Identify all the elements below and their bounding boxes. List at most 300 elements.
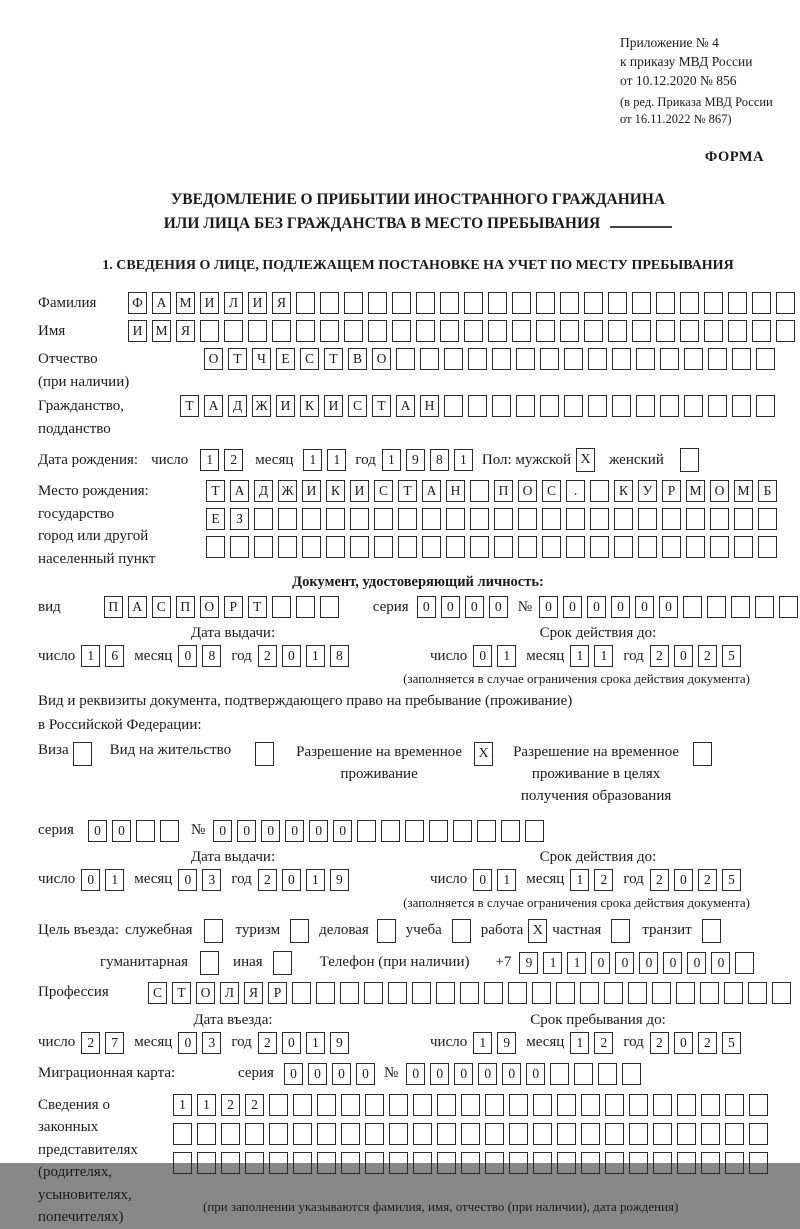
- char-cell[interactable]: [748, 982, 767, 1004]
- char-cell[interactable]: 7: [105, 1032, 124, 1054]
- char-cell[interactable]: 0: [81, 869, 100, 891]
- char-cell[interactable]: [557, 1094, 576, 1116]
- char-cell[interactable]: [758, 508, 777, 530]
- char-cell[interactable]: 1: [197, 1094, 216, 1116]
- purpose-study-checkbox[interactable]: [452, 919, 471, 943]
- char-cell[interactable]: [622, 1063, 641, 1085]
- char-cell[interactable]: [512, 320, 531, 342]
- char-cell[interactable]: [704, 292, 723, 314]
- char-cell[interactable]: [758, 536, 777, 558]
- char-cell[interactable]: [566, 536, 585, 558]
- char-cell[interactable]: 0: [178, 869, 197, 891]
- char-cell[interactable]: 6: [105, 645, 124, 667]
- char-cell[interactable]: 0: [489, 596, 508, 618]
- char-cell[interactable]: 1: [543, 952, 562, 974]
- char-cell[interactable]: И: [276, 395, 295, 417]
- char-cell[interactable]: 2: [245, 1094, 264, 1116]
- char-cell[interactable]: 2: [258, 645, 277, 667]
- char-cell[interactable]: [662, 536, 681, 558]
- char-cell[interactable]: [684, 348, 703, 370]
- char-cell[interactable]: С: [374, 480, 393, 502]
- char-cell[interactable]: [653, 1123, 672, 1145]
- char-cell[interactable]: [197, 1152, 216, 1174]
- char-cell[interactable]: Ж: [252, 395, 271, 417]
- char-cell[interactable]: [677, 1152, 696, 1174]
- char-cell[interactable]: [518, 536, 537, 558]
- char-cell[interactable]: 1: [306, 645, 325, 667]
- char-cell[interactable]: [484, 982, 503, 1004]
- char-cell[interactable]: [749, 1094, 768, 1116]
- char-cell[interactable]: Л: [220, 982, 239, 1004]
- char-cell[interactable]: И: [248, 292, 267, 314]
- char-cell[interactable]: [200, 320, 219, 342]
- char-cell[interactable]: В: [348, 348, 367, 370]
- char-cell[interactable]: [732, 348, 751, 370]
- char-cell[interactable]: [636, 395, 655, 417]
- char-cell[interactable]: [776, 320, 795, 342]
- char-cell[interactable]: [292, 982, 311, 1004]
- char-cell[interactable]: [608, 320, 627, 342]
- char-cell[interactable]: О: [200, 596, 219, 618]
- char-cell[interactable]: Р: [224, 596, 243, 618]
- char-cell[interactable]: [245, 1123, 264, 1145]
- char-cell[interactable]: [704, 320, 723, 342]
- char-cell[interactable]: 1: [567, 952, 586, 974]
- char-cell[interactable]: 8: [202, 645, 221, 667]
- char-cell[interactable]: [368, 320, 387, 342]
- char-cell[interactable]: 8: [430, 449, 449, 471]
- char-cell[interactable]: [278, 508, 297, 530]
- char-cell[interactable]: 1: [570, 645, 589, 667]
- male-checkbox[interactable]: X: [576, 448, 595, 472]
- char-cell[interactable]: [584, 292, 603, 314]
- char-cell[interactable]: Т: [248, 596, 267, 618]
- purpose-transit-checkbox[interactable]: [702, 919, 721, 943]
- char-cell[interactable]: [344, 320, 363, 342]
- char-cell[interactable]: С: [300, 348, 319, 370]
- char-cell[interactable]: [374, 508, 393, 530]
- char-cell[interactable]: [398, 508, 417, 530]
- char-cell[interactable]: 0: [406, 1063, 425, 1085]
- char-cell[interactable]: 0: [674, 645, 693, 667]
- char-cell[interactable]: 3: [202, 1032, 221, 1054]
- purpose-tourism-checkbox[interactable]: [290, 919, 309, 943]
- char-cell[interactable]: [136, 820, 155, 842]
- char-cell[interactable]: [701, 1152, 720, 1174]
- char-cell[interactable]: [701, 1123, 720, 1145]
- char-cell[interactable]: [326, 536, 345, 558]
- char-cell[interactable]: Т: [228, 348, 247, 370]
- char-cell[interactable]: [488, 292, 507, 314]
- char-cell[interactable]: [461, 1123, 480, 1145]
- char-cell[interactable]: [756, 395, 775, 417]
- char-cell[interactable]: К: [300, 395, 319, 417]
- char-cell[interactable]: 1: [497, 645, 516, 667]
- char-cell[interactable]: [254, 536, 273, 558]
- char-cell[interactable]: 1: [105, 869, 124, 891]
- char-cell[interactable]: [392, 320, 411, 342]
- char-cell[interactable]: [278, 536, 297, 558]
- char-cell[interactable]: [590, 508, 609, 530]
- char-cell[interactable]: [508, 982, 527, 1004]
- char-cell[interactable]: [389, 1123, 408, 1145]
- char-cell[interactable]: 0: [282, 869, 301, 891]
- char-cell[interactable]: [320, 320, 339, 342]
- char-cell[interactable]: [413, 1094, 432, 1116]
- char-cell[interactable]: [492, 395, 511, 417]
- char-cell[interactable]: [560, 292, 579, 314]
- char-cell[interactable]: [160, 820, 179, 842]
- char-cell[interactable]: А: [204, 395, 223, 417]
- char-cell[interactable]: [584, 320, 603, 342]
- char-cell[interactable]: [440, 292, 459, 314]
- char-cell[interactable]: [574, 1063, 593, 1085]
- char-cell[interactable]: [605, 1094, 624, 1116]
- char-cell[interactable]: [532, 982, 551, 1004]
- char-cell[interactable]: 0: [417, 596, 436, 618]
- char-cell[interactable]: [540, 395, 559, 417]
- char-cell[interactable]: [686, 536, 705, 558]
- char-cell[interactable]: 0: [178, 645, 197, 667]
- char-cell[interactable]: [494, 536, 513, 558]
- char-cell[interactable]: 0: [285, 820, 304, 842]
- char-cell[interactable]: С: [148, 982, 167, 1004]
- char-cell[interactable]: [440, 320, 459, 342]
- char-cell[interactable]: О: [372, 348, 391, 370]
- char-cell[interactable]: [525, 820, 544, 842]
- char-cell[interactable]: 2: [650, 1032, 669, 1054]
- char-cell[interactable]: [344, 292, 363, 314]
- char-cell[interactable]: [396, 348, 415, 370]
- char-cell[interactable]: С: [348, 395, 367, 417]
- char-cell[interactable]: 0: [454, 1063, 473, 1085]
- char-cell[interactable]: [662, 508, 681, 530]
- char-cell[interactable]: Д: [254, 480, 273, 502]
- char-cell[interactable]: [477, 820, 496, 842]
- char-cell[interactable]: З: [230, 508, 249, 530]
- char-cell[interactable]: [550, 1063, 569, 1085]
- char-cell[interactable]: [413, 1152, 432, 1174]
- char-cell[interactable]: [614, 536, 633, 558]
- char-cell[interactable]: [708, 395, 727, 417]
- char-cell[interactable]: [701, 1094, 720, 1116]
- char-cell[interactable]: 1: [497, 869, 516, 891]
- char-cell[interactable]: [381, 820, 400, 842]
- char-cell[interactable]: 0: [563, 596, 582, 618]
- purpose-work-checkbox[interactable]: X: [528, 919, 547, 943]
- char-cell[interactable]: [470, 480, 489, 502]
- char-cell[interactable]: [405, 820, 424, 842]
- char-cell[interactable]: 0: [473, 869, 492, 891]
- char-cell[interactable]: [772, 982, 791, 1004]
- char-cell[interactable]: 1: [382, 449, 401, 471]
- char-cell[interactable]: М: [152, 320, 171, 342]
- char-cell[interactable]: [540, 348, 559, 370]
- char-cell[interactable]: Н: [446, 480, 465, 502]
- char-cell[interactable]: [461, 1152, 480, 1174]
- char-cell[interactable]: [460, 982, 479, 1004]
- char-cell[interactable]: [588, 348, 607, 370]
- char-cell[interactable]: 0: [282, 1032, 301, 1054]
- visa-checkbox[interactable]: [73, 742, 92, 766]
- char-cell[interactable]: О: [518, 480, 537, 502]
- char-cell[interactable]: [700, 982, 719, 1004]
- char-cell[interactable]: [412, 982, 431, 1004]
- char-cell[interactable]: 2: [698, 869, 717, 891]
- char-cell[interactable]: [652, 982, 671, 1004]
- char-cell[interactable]: [296, 292, 315, 314]
- char-cell[interactable]: [516, 348, 535, 370]
- char-cell[interactable]: [388, 982, 407, 1004]
- char-cell[interactable]: 1: [306, 1032, 325, 1054]
- char-cell[interactable]: [686, 508, 705, 530]
- char-cell[interactable]: 0: [591, 952, 610, 974]
- char-cell[interactable]: 0: [635, 596, 654, 618]
- char-cell[interactable]: [557, 1152, 576, 1174]
- char-cell[interactable]: [398, 536, 417, 558]
- char-cell[interactable]: [680, 292, 699, 314]
- char-cell[interactable]: [749, 1123, 768, 1145]
- char-cell[interactable]: [638, 536, 657, 558]
- char-cell[interactable]: [368, 292, 387, 314]
- char-cell[interactable]: Т: [172, 982, 191, 1004]
- char-cell[interactable]: 5: [722, 645, 741, 667]
- char-cell[interactable]: [598, 1063, 617, 1085]
- char-cell[interactable]: [590, 536, 609, 558]
- char-cell[interactable]: П: [176, 596, 195, 618]
- char-cell[interactable]: 0: [332, 1063, 351, 1085]
- char-cell[interactable]: [776, 292, 795, 314]
- char-cell[interactable]: [653, 1152, 672, 1174]
- char-cell[interactable]: 0: [282, 645, 301, 667]
- char-cell[interactable]: [350, 536, 369, 558]
- char-cell[interactable]: [612, 348, 631, 370]
- char-cell[interactable]: 0: [639, 952, 658, 974]
- char-cell[interactable]: 0: [237, 820, 256, 842]
- char-cell[interactable]: 0: [611, 596, 630, 618]
- char-cell[interactable]: [464, 320, 483, 342]
- char-cell[interactable]: 0: [615, 952, 634, 974]
- char-cell[interactable]: 1: [173, 1094, 192, 1116]
- purpose-other-checkbox[interactable]: [273, 951, 292, 975]
- char-cell[interactable]: 9: [519, 952, 538, 974]
- char-cell[interactable]: [416, 292, 435, 314]
- char-cell[interactable]: [320, 292, 339, 314]
- char-cell[interactable]: [317, 1152, 336, 1174]
- char-cell[interactable]: [542, 508, 561, 530]
- char-cell[interactable]: М: [176, 292, 195, 314]
- char-cell[interactable]: К: [614, 480, 633, 502]
- char-cell[interactable]: [564, 348, 583, 370]
- char-cell[interactable]: [710, 508, 729, 530]
- char-cell[interactable]: [656, 292, 675, 314]
- char-cell[interactable]: И: [324, 395, 343, 417]
- char-cell[interactable]: [206, 536, 225, 558]
- char-cell[interactable]: Р: [268, 982, 287, 1004]
- char-cell[interactable]: О: [204, 348, 223, 370]
- char-cell[interactable]: [629, 1152, 648, 1174]
- char-cell[interactable]: [581, 1094, 600, 1116]
- char-cell[interactable]: [197, 1123, 216, 1145]
- char-cell[interactable]: А: [230, 480, 249, 502]
- char-cell[interactable]: А: [396, 395, 415, 417]
- char-cell[interactable]: [468, 348, 487, 370]
- char-cell[interactable]: 8: [330, 645, 349, 667]
- char-cell[interactable]: [653, 1094, 672, 1116]
- char-cell[interactable]: [341, 1123, 360, 1145]
- char-cell[interactable]: [533, 1094, 552, 1116]
- char-cell[interactable]: М: [686, 480, 705, 502]
- char-cell[interactable]: 0: [308, 1063, 327, 1085]
- char-cell[interactable]: 1: [81, 645, 100, 667]
- char-cell[interactable]: [612, 395, 631, 417]
- char-cell[interactable]: [604, 982, 623, 1004]
- char-cell[interactable]: [533, 1152, 552, 1174]
- char-cell[interactable]: 2: [81, 1032, 100, 1054]
- purpose-private-checkbox[interactable]: [611, 919, 630, 943]
- char-cell[interactable]: [752, 292, 771, 314]
- char-cell[interactable]: И: [200, 292, 219, 314]
- char-cell[interactable]: [632, 292, 651, 314]
- char-cell[interactable]: [488, 320, 507, 342]
- char-cell[interactable]: [581, 1152, 600, 1174]
- char-cell[interactable]: [444, 395, 463, 417]
- char-cell[interactable]: [470, 536, 489, 558]
- char-cell[interactable]: [628, 982, 647, 1004]
- char-cell[interactable]: 0: [473, 645, 492, 667]
- char-cell[interactable]: 0: [213, 820, 232, 842]
- char-cell[interactable]: 0: [178, 1032, 197, 1054]
- char-cell[interactable]: М: [734, 480, 753, 502]
- char-cell[interactable]: А: [152, 292, 171, 314]
- char-cell[interactable]: 5: [722, 1032, 741, 1054]
- char-cell[interactable]: [248, 320, 267, 342]
- char-cell[interactable]: [734, 508, 753, 530]
- char-cell[interactable]: [446, 536, 465, 558]
- char-cell[interactable]: [756, 348, 775, 370]
- char-cell[interactable]: [254, 508, 273, 530]
- char-cell[interactable]: Е: [276, 348, 295, 370]
- char-cell[interactable]: 0: [284, 1063, 303, 1085]
- char-cell[interactable]: Ч: [252, 348, 271, 370]
- char-cell[interactable]: 1: [473, 1032, 492, 1054]
- char-cell[interactable]: [590, 480, 609, 502]
- char-cell[interactable]: [437, 1094, 456, 1116]
- char-cell[interactable]: [608, 292, 627, 314]
- char-cell[interactable]: 0: [687, 952, 706, 974]
- char-cell[interactable]: [724, 982, 743, 1004]
- char-cell[interactable]: [536, 292, 555, 314]
- char-cell[interactable]: [518, 508, 537, 530]
- char-cell[interactable]: [341, 1094, 360, 1116]
- char-cell[interactable]: 0: [539, 596, 558, 618]
- char-cell[interactable]: Т: [206, 480, 225, 502]
- char-cell[interactable]: Е: [206, 508, 225, 530]
- char-cell[interactable]: [317, 1123, 336, 1145]
- char-cell[interactable]: [732, 395, 751, 417]
- female-checkbox[interactable]: [680, 448, 699, 472]
- char-cell[interactable]: [660, 348, 679, 370]
- char-cell[interactable]: [173, 1152, 192, 1174]
- char-cell[interactable]: [272, 596, 291, 618]
- char-cell[interactable]: [461, 1094, 480, 1116]
- char-cell[interactable]: 1: [303, 449, 322, 471]
- char-cell[interactable]: [501, 820, 520, 842]
- char-cell[interactable]: 2: [258, 869, 277, 891]
- char-cell[interactable]: [557, 1123, 576, 1145]
- char-cell[interactable]: 2: [594, 869, 613, 891]
- char-cell[interactable]: 0: [478, 1063, 497, 1085]
- char-cell[interactable]: 0: [659, 596, 678, 618]
- char-cell[interactable]: 2: [698, 1032, 717, 1054]
- char-cell[interactable]: [710, 536, 729, 558]
- char-cell[interactable]: С: [152, 596, 171, 618]
- char-cell[interactable]: [365, 1094, 384, 1116]
- char-cell[interactable]: [316, 982, 335, 1004]
- char-cell[interactable]: 0: [333, 820, 352, 842]
- char-cell[interactable]: [677, 1094, 696, 1116]
- char-cell[interactable]: [677, 1123, 696, 1145]
- char-cell[interactable]: [340, 982, 359, 1004]
- char-cell[interactable]: [453, 820, 472, 842]
- char-cell[interactable]: [492, 348, 511, 370]
- char-cell[interactable]: [749, 1152, 768, 1174]
- char-cell[interactable]: [632, 320, 651, 342]
- char-cell[interactable]: [470, 508, 489, 530]
- char-cell[interactable]: [173, 1123, 192, 1145]
- char-cell[interactable]: 1: [200, 449, 219, 471]
- char-cell[interactable]: Ф: [128, 292, 147, 314]
- char-cell[interactable]: [542, 536, 561, 558]
- char-cell[interactable]: [564, 395, 583, 417]
- char-cell[interactable]: [485, 1152, 504, 1174]
- char-cell[interactable]: 0: [88, 820, 107, 842]
- char-cell[interactable]: [779, 596, 798, 618]
- char-cell[interactable]: [755, 596, 774, 618]
- char-cell[interactable]: [422, 508, 441, 530]
- char-cell[interactable]: 1: [570, 1032, 589, 1054]
- char-cell[interactable]: Т: [180, 395, 199, 417]
- char-cell[interactable]: С: [542, 480, 561, 502]
- char-cell[interactable]: [680, 320, 699, 342]
- char-cell[interactable]: [389, 1094, 408, 1116]
- char-cell[interactable]: [437, 1123, 456, 1145]
- char-cell[interactable]: 0: [587, 596, 606, 618]
- char-cell[interactable]: [296, 320, 315, 342]
- char-cell[interactable]: [707, 596, 726, 618]
- char-cell[interactable]: 9: [330, 1032, 349, 1054]
- char-cell[interactable]: Т: [324, 348, 343, 370]
- char-cell[interactable]: [293, 1094, 312, 1116]
- char-cell[interactable]: [728, 320, 747, 342]
- char-cell[interactable]: [389, 1152, 408, 1174]
- char-cell[interactable]: И: [350, 480, 369, 502]
- char-cell[interactable]: 0: [430, 1063, 449, 1085]
- char-cell[interactable]: 1: [306, 869, 325, 891]
- char-cell[interactable]: [365, 1123, 384, 1145]
- char-cell[interactable]: [605, 1123, 624, 1145]
- char-cell[interactable]: [708, 348, 727, 370]
- char-cell[interactable]: 0: [502, 1063, 521, 1085]
- char-cell[interactable]: К: [326, 480, 345, 502]
- char-cell[interactable]: Я: [244, 982, 263, 1004]
- char-cell[interactable]: 0: [663, 952, 682, 974]
- char-cell[interactable]: [588, 395, 607, 417]
- char-cell[interactable]: 1: [570, 869, 589, 891]
- char-cell[interactable]: [580, 982, 599, 1004]
- char-cell[interactable]: [735, 952, 754, 974]
- char-cell[interactable]: [296, 596, 315, 618]
